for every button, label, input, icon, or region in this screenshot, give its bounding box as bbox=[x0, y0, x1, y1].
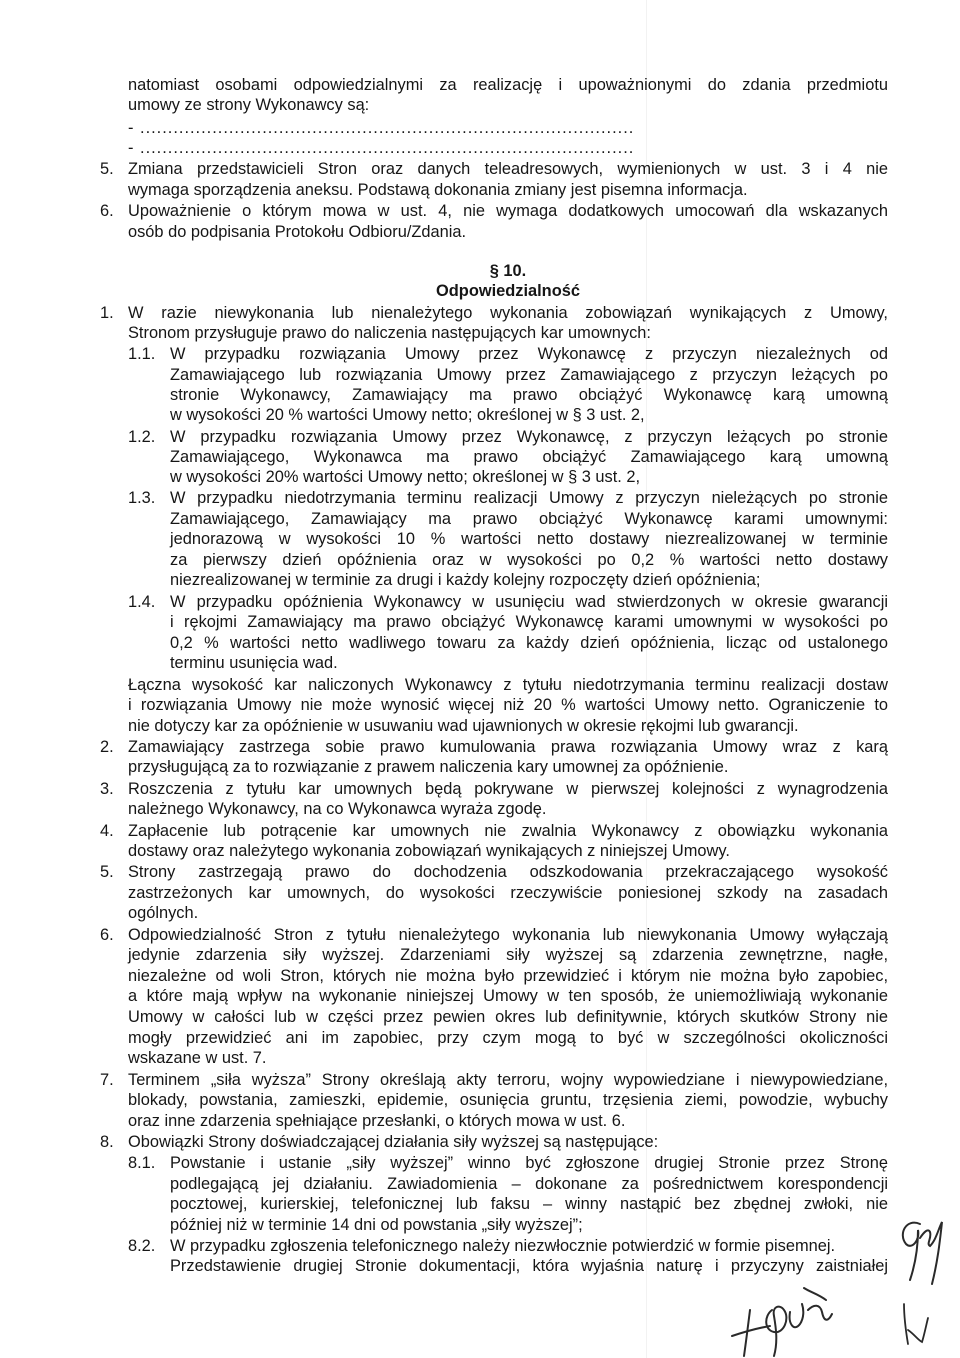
paragraph-number: 6. bbox=[100, 202, 114, 220]
subitem-1-2-line-2: Zamawiającego, Wykonawca ma prawo obciążyć Zamawiającego karą umowną bbox=[170, 448, 888, 466]
subitem-1-1-line-4: w wysokości 20 % wartości Umowy netto; określonej w § 3 ust. 2, bbox=[170, 406, 645, 424]
section-title: Odpowiedzialność bbox=[436, 282, 580, 300]
item-6-line-5: Umowy w całości lub w części przez pewien okres lub definitywnie, których skutków Strony nie bbox=[128, 1008, 888, 1026]
item-7-line-1: Terminem „siła wyższa” Strony określają akty terroru, wojny wypowiedziane i niewypowiedziane, bbox=[128, 1071, 888, 1089]
item-6-line-7: wskazane w ust. 7. bbox=[128, 1049, 267, 1067]
item-5-line-2: zastrzeżonych kar umownych, do wysokości rzeczywiście poniesionej szkody na zasadach bbox=[128, 884, 888, 902]
item-4-line-1: Zapłacenie lub potrącenie kar umownych nie zwalnia Wykonawcy z obowiązku wykonania bbox=[128, 822, 888, 840]
paragraph-5-line-1: Zmiana przedstawicieli Stron oraz danych teleadresowych, wymienionych w ust. 3 i 4 nie bbox=[128, 160, 888, 178]
item-7-line-2: blokady, powstania, zamieszki, epidemie, osunięcia gruntu, trzęsienia ziemi, powodzie, wybuchy bbox=[128, 1091, 888, 1109]
item-3-line-1: Roszczenia z tytułu kar umownych będą pokrywane w pierwszej kolejności z wynagrodzenia bbox=[128, 780, 888, 798]
subitem-1-1-line-2: Zamawiającego lub rozwiązania Umowy przez Zamawiającego z przyczyn leżących po bbox=[170, 366, 888, 384]
item-7-line-3: oraz inne zdarzenia spełniające przesłanki, o których mowa w ust. 6. bbox=[128, 1112, 626, 1130]
paragraph-6-line-2: osób do podpisania Protokołu Odbioru/Zdania. bbox=[128, 223, 467, 241]
item-number: 2. bbox=[100, 738, 114, 756]
item-2-line-2: przysługującą za to rozwiązanie z prawem naliczenia kary umownej za opóźnienie. bbox=[128, 758, 729, 776]
subitem-number: 8.2. bbox=[128, 1237, 156, 1255]
subitem-8-1-line-4: później niż w terminie 14 dni od powstania „siły wyższej”; bbox=[170, 1216, 583, 1234]
subitem-1-2-line-1: W przypadku rozwiązania Umowy przez Wykonawcę, z przyczyn leżących po stronie bbox=[170, 428, 888, 446]
paragraph-5-line-2: wymaga sporządzenia aneksu. Podstawą dokonania zmiany jest pisemna informacja. bbox=[128, 181, 748, 199]
subitem-number: 8.1. bbox=[128, 1154, 156, 1172]
subitem-8-1-line-3: pocztowej, kurierskiej, telefonicznej lub faksu – winny nastąpić bez zbędnej zwłoki, nie bbox=[170, 1195, 888, 1213]
subitem-number: 1.2. bbox=[128, 428, 156, 446]
item-3-line-2: należnego Wykonawcy, na co Wykonawca wyraża zgodę. bbox=[128, 800, 547, 818]
item-6-line-4: a które mają wpływ na wykonanie niniejszej Umowy w ten sposób, że uniemożliwiają wykonanie bbox=[128, 987, 888, 1005]
item-number: 1. bbox=[100, 304, 114, 322]
subitem-1-3-line-3: jednorazową w wysokości 10 % wartości netto dostawy niezrealizowanej w terminie bbox=[170, 530, 888, 548]
item-5-line-1: Strony zastrzegają prawo do dochodzenia odszkodowania przekraczającego wysokość bbox=[128, 863, 888, 881]
subitem-number: 1.1. bbox=[128, 345, 156, 363]
subitem-8-2-line-2: Przedstawienie drugiej Stronie dokumentacji, która wyjaśnia naturę i przyczyny zaistniałej bbox=[170, 1257, 888, 1275]
subitem-1-1-line-1: W przypadku rozwiązania Umowy przez Wykonawcę z przyczyn niezależnych od bbox=[170, 345, 888, 363]
subitem-1-4-line-3: 0,2 % wartości netto wadliwego towaru za każdy dzień opóźnienia, licząc od ustalonego bbox=[170, 634, 888, 652]
subitem-1-3-line-1: W przypadku niedotrzymania terminu realizacji Umowy z przyczyn nieleżących po stronie bbox=[170, 489, 888, 507]
dotted-placeholder-1: - ......................................................................................... bbox=[128, 119, 635, 137]
paragraph-number: 5. bbox=[100, 160, 114, 178]
subitem-8-2-line-1: W przypadku zgłoszenia telefonicznego należy niezwłocznie potwierdzić w formie pisemnej. bbox=[170, 1237, 836, 1255]
handwritten-signature bbox=[728, 1270, 848, 1358]
item-number: 3. bbox=[100, 780, 114, 798]
item-number: 6. bbox=[100, 926, 114, 944]
item-5-line-3: ogólnych. bbox=[128, 904, 199, 922]
item-6-line-3: niezależne od woli Stron, których nie można było przewidzieć i którym nie można było zapobiec, bbox=[128, 967, 888, 985]
total-limit-line-3: nie dotyczy kar za opóźnienie w usuwaniu wad ujawnionych w okresie rękojmi lub gwarancji. bbox=[128, 717, 799, 735]
subitem-1-4-line-1: W przypadku opóźnienia Wykonawcy w usunięciu wad stwierdzonych w okresie gwarancji bbox=[170, 593, 888, 611]
item-1-line-2: Stronom przysługuje prawo do naliczenia następujących kar umownych: bbox=[128, 324, 651, 342]
total-limit-line-2: i rozwiązania Umowy nie może wynosić więcej niż 20 % wartości Umowy netto. Ograniczenie to bbox=[128, 696, 888, 714]
item-number: 7. bbox=[100, 1071, 114, 1089]
paragraph-6-line-1: Upoważnienie o którym mowa w ust. 4, nie wymaga dodatkowych umocowań dla wskazanych bbox=[128, 202, 888, 220]
subitem-1-4-line-2: i rękojmi Zamawiający ma prawo obciążyć Wykonawcę karami umownymi w wysokości po bbox=[170, 613, 888, 631]
subitem-1-3-line-2: Zamawiającego, Zamawiający ma prawo obciążyć Wykonawcę karami umownymi: bbox=[170, 510, 888, 528]
handwritten-initials-signature bbox=[890, 1210, 952, 1290]
item-4-line-2: dostawy oraz należytego wykonania zobowiązań wynikających z niniejszej Umowy. bbox=[128, 842, 730, 860]
intro-line-1: natomiast osobami odpowiedzialnymi za realizację i upoważnionymi do zdania przedmiotu bbox=[128, 76, 888, 94]
section-number: § 10. bbox=[489, 262, 527, 280]
subitem-1-2-line-3: w wysokości 20% wartości Umowy netto; określonej w § 3 ust. 2, bbox=[170, 468, 641, 486]
total-limit-line-1: Łączna wysokość kar naliczonych Wykonawcy z tytułu niedotrzymania terminu realizacji dostaw bbox=[128, 676, 888, 694]
subitem-number: 1.3. bbox=[128, 489, 156, 507]
item-1-line-1: W razie niewykonania lub nienależytego wykonania zobowiązań wynikających z Umowy, bbox=[128, 304, 888, 322]
item-number: 5. bbox=[100, 863, 114, 881]
item-6-line-1: Odpowiedzialność Stron z tytułu nienależytego wykonania lub niewykonania Umowy wyłączają bbox=[128, 926, 888, 944]
item-number: 8. bbox=[100, 1133, 114, 1151]
intro-line-2: umowy ze strony Wykonawcy są: bbox=[128, 96, 370, 114]
item-number: 4. bbox=[100, 822, 114, 840]
subitem-8-1-line-1: Powstanie i ustanie „siły wyższej” winno być zgłoszone drugiej Stronie przez Stronę bbox=[170, 1154, 888, 1172]
subitem-8-1-line-2: podlegającą jej działaniu. Zawiadomienia – dokonane za pośrednictwem korespondencji bbox=[170, 1175, 888, 1193]
subitem-number: 1.4. bbox=[128, 593, 156, 611]
subitem-1-3-line-4: za pierwszy dzień opóźnienia oraz w wysokości po 0,2 % wartości netto dostawy bbox=[170, 551, 888, 569]
handwritten-mark bbox=[896, 1300, 936, 1350]
subitem-1-4-line-4: terminu usunięcia wad. bbox=[170, 654, 338, 672]
item-2-line-1: Zamawiający zastrzega sobie prawo kumulowania prawa rozwiązania Umowy wraz z karą bbox=[128, 738, 888, 756]
subitem-1-1-line-3: stronie Wykonawcy, Zamawiający ma prawo obciążyć Wykonawcę karą umowną bbox=[170, 386, 888, 404]
item-6-line-6: mogły przewidzieć ani im zapobiec, przy czym mogą to być w szczególności okoliczności bbox=[128, 1029, 888, 1047]
item-8-line-1: Obowiązki Strony doświadczającej działania siły wyższej są następujące: bbox=[128, 1133, 659, 1151]
subitem-1-3-line-5: niezrealizowanej w terminie za drugi i każdy kolejny rozpoczęty dzień opóźnienia; bbox=[170, 571, 761, 589]
item-6-line-2: jedynie zdarzenia siły wyższej. Zdarzeniami siły wyższej są zdarzenia zewnętrzne, nagłe, bbox=[128, 946, 888, 964]
dotted-placeholder-2: - ......................................................................................... bbox=[128, 139, 635, 157]
